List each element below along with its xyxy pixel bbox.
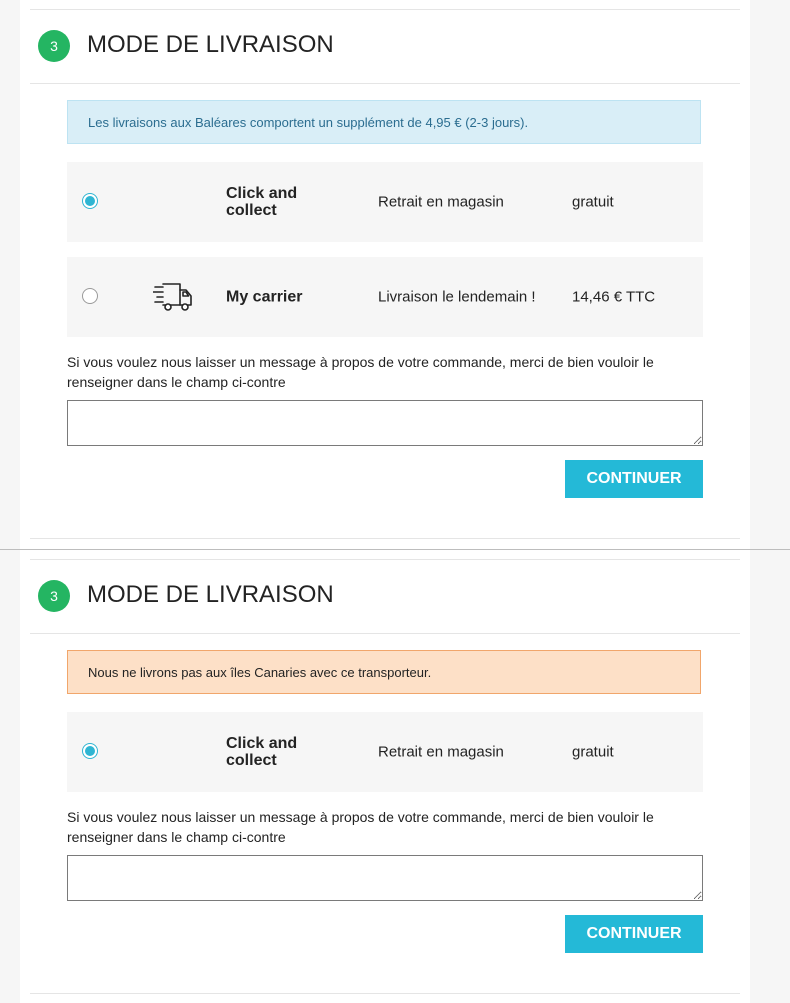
warning-notice: Nous ne livrons pas aux îles Canaries avec ce transporteur. [67, 650, 701, 694]
delivery-option-click-and-collect[interactable] [67, 162, 703, 242]
header-divider [30, 633, 740, 634]
delivery-option-radio[interactable] [82, 288, 98, 304]
section-title[interactable]: MODE DE LIVRAISON [87, 31, 334, 58]
delivery-section-1 [20, 0, 750, 549]
header-divider [30, 83, 740, 84]
carrier-delay: Retrait en magasin [378, 743, 504, 761]
carrier-price: 14,46 € TTC [572, 288, 656, 306]
delivery-option-radio[interactable] [82, 193, 98, 209]
order-message-textarea[interactable] [67, 855, 703, 901]
continue-button[interactable]: CONTINUER [565, 460, 703, 498]
delivery-option-click-and-collect[interactable] [67, 712, 703, 792]
delivery-option-my-carrier[interactable] [67, 257, 703, 337]
section-title[interactable]: MODE DE LIVRAISON [87, 581, 334, 608]
delivery-option-radio[interactable] [82, 743, 98, 759]
delivery-section-2 [20, 550, 750, 1003]
section-bottom-divider [30, 993, 740, 994]
carrier-name: Click and collect [226, 185, 298, 219]
info-notice: Les livraisons aux Baléares comportent un supplément de 4,95 € (2-3 jours). [67, 100, 701, 144]
carrier-delay: Retrait en magasin [378, 193, 504, 211]
section-top-divider [30, 9, 740, 10]
carrier-delay: Livraison le lendemain ! [378, 288, 536, 306]
step-number-badge: 3 [38, 580, 70, 612]
section-top-divider [30, 559, 740, 560]
step-number-badge: 3 [38, 30, 70, 62]
order-message-textarea[interactable] [67, 400, 703, 446]
delivery-truck-icon [153, 281, 195, 313]
carrier-name: Click and collect [226, 735, 298, 769]
carrier-price: gratuit [572, 743, 614, 761]
carrier-name: My carrier [226, 288, 303, 306]
order-message-label: Si vous voulez nous laisser un message à propos de votre commande, merci de bien vouloir le renseigner dans le champ ci-contre [67, 354, 654, 390]
carrier-price: gratuit [572, 193, 614, 211]
section-bottom-divider [30, 538, 740, 539]
order-message-label: Si vous voulez nous laisser un message à propos de votre commande, merci de bien vouloir le renseigner dans le champ ci-contre [67, 809, 654, 845]
continue-button[interactable]: CONTINUER [565, 915, 703, 953]
